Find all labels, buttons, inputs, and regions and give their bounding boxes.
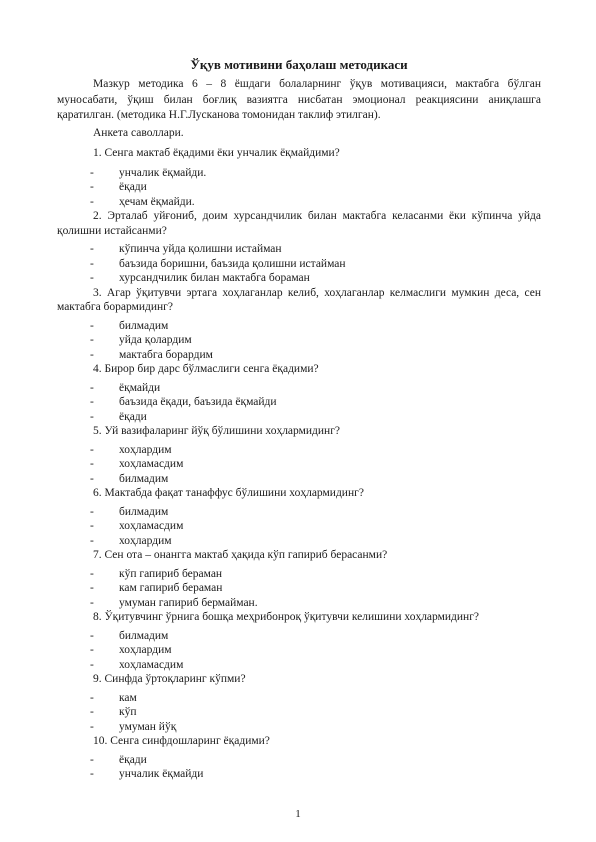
answer-option: [57, 180, 541, 195]
answer-option-text: билмадим: [119, 629, 169, 642]
answer-option: [57, 567, 541, 582]
dash-bullet: -: [90, 458, 94, 470]
answer-option: [57, 753, 541, 768]
answer-option: [57, 767, 541, 782]
dash-bullet: -: [90, 534, 94, 547]
question-block: [57, 486, 541, 548]
dash-bullet: -: [90, 166, 94, 179]
answer-options: [57, 629, 541, 673]
answer-options: [57, 443, 541, 487]
answer-options: [57, 753, 541, 782]
answer-options: [57, 319, 541, 363]
answer-option-text: билмадим: [119, 472, 169, 485]
questions-list: [57, 146, 541, 782]
answer-option-text: хоҳламасдим: [119, 658, 184, 671]
answer-option-text: кўп гапириб бераман: [119, 567, 223, 580]
answer-options: [57, 166, 541, 210]
answer-option: [57, 443, 541, 458]
dash-bullet: -: [90, 472, 94, 485]
question-text: 1. Сенга мактаб ёқадими ёки унчалик ёқмайдими?: [93, 147, 340, 159]
dash-bullet: -: [90, 582, 94, 594]
question-text: 3. Агар ўқитувчи эртага хоҳлаганлар келиб, хоҳлаганлар келмаслиги мумкин деса, сен мактабга борармидинг?: [57, 286, 541, 313]
question-text: 2. Эрталаб уйғониб, доим хурсандчилик билан мактабга келасанми ёки кўпинча уйда қолишни истайсанми?: [57, 210, 541, 237]
answer-option: [57, 381, 541, 396]
dash-bullet: -: [90, 706, 94, 718]
answer-option: [57, 720, 541, 735]
dash-bullet: -: [90, 768, 94, 780]
dash-bullet: -: [90, 381, 94, 394]
answer-option: [57, 395, 541, 410]
dash-bullet: -: [90, 243, 94, 255]
answer-option-text: ёқмайди: [119, 381, 161, 394]
answer-option: [57, 596, 541, 611]
answer-option: [57, 166, 541, 181]
question-block: [57, 424, 541, 486]
dash-bullet: -: [90, 334, 94, 346]
answer-option: [57, 271, 541, 286]
dash-bullet: -: [90, 410, 94, 423]
answer-option-text: хурсандчилик билан мактабга бораман: [119, 272, 310, 284]
question-text: 7. Сен ота – онангга мактаб ҳақида кўп гапириб берасанми?: [93, 549, 388, 561]
question-block: [57, 734, 541, 782]
answer-option: [57, 472, 541, 487]
answer-option: [57, 505, 541, 520]
dash-bullet: -: [90, 691, 94, 704]
answer-option-text: кам гапириб бераман: [119, 582, 223, 594]
answer-option-text: уйда қолардим: [119, 334, 192, 346]
answer-option: [57, 643, 541, 658]
answer-option-text: хоҳлардим: [119, 644, 172, 656]
answer-option-text: хоҳлардим: [119, 443, 172, 456]
answer-option-text: билмадим: [119, 505, 169, 518]
dash-bullet: -: [90, 720, 94, 733]
page-number: 1: [295, 808, 301, 820]
question-text: 8. Ўқитувчинг ўрнига бошқа меҳрибонроқ ўқитувчи келишини хоҳлармидинг?: [93, 611, 480, 623]
answer-option-text: ҳечам ёқмайди.: [119, 195, 195, 208]
answer-option-text: баъзида боришни, баъзида қолишни истайман: [119, 257, 346, 270]
answer-option-text: хоҳлардим: [119, 534, 172, 547]
dash-bullet: -: [90, 443, 94, 456]
answer-option: [57, 195, 541, 210]
answer-option: [57, 410, 541, 425]
answer-option-text: унчалик ёқмайди.: [119, 166, 207, 179]
dash-bullet: -: [90, 396, 94, 408]
answer-option-text: унчалик ёқмайди: [119, 768, 204, 780]
answer-options: [57, 242, 541, 286]
dash-bullet: -: [90, 257, 94, 270]
answer-option: [57, 705, 541, 720]
dash-bullet: -: [90, 181, 94, 193]
answer-option-text: баъзида ёқади, баъзида ёқмайди: [119, 396, 277, 408]
answer-option-text: ёқади: [119, 753, 147, 766]
answer-option: [57, 319, 541, 334]
answer-option-text: умуман йўқ: [119, 720, 177, 733]
dash-bullet: -: [90, 629, 94, 642]
answer-options: [57, 567, 541, 611]
answer-option-text: билмадим: [119, 319, 169, 332]
document-title: Ўқув мотивини баҳолаш методикаси: [190, 57, 408, 72]
dash-bullet: -: [90, 319, 94, 332]
answer-option: [57, 534, 541, 549]
answer-option-text: кўп: [119, 706, 137, 718]
answer-option: [57, 348, 541, 363]
answer-option: [57, 242, 541, 257]
dash-bullet: -: [90, 658, 94, 671]
answer-options: [57, 505, 541, 549]
question-block: [57, 610, 541, 672]
intro-paragraph: Мазкур методика 6 – 8 ёшдаги болаларнинг ўқув мотивацияси, мактабга бўлган муносабати, ўқиш билан боғлиқ вазиятга нисбатан эмоционал реакциясини аниқлашга қаратилган. (методика Н.Г.Лусканова томонидан таклиф этилган).: [57, 78, 541, 121]
answer-options: [57, 691, 541, 735]
answer-option-text: умуман гапириб бермайман.: [119, 596, 258, 609]
question-block: [57, 362, 541, 424]
answer-options: [57, 381, 541, 425]
answer-option: [57, 457, 541, 472]
question-block: [57, 209, 541, 286]
dash-bullet: -: [90, 753, 94, 766]
dash-bullet: -: [90, 272, 94, 284]
answer-option-text: кўпинча уйда қолишни истайман: [119, 243, 282, 255]
dash-bullet: -: [90, 348, 94, 361]
dash-bullet: -: [90, 505, 94, 518]
question-block: [57, 672, 541, 734]
dash-bullet: -: [90, 644, 94, 656]
question-text: 6. Мактабда фақат танаффус бўлишини хоҳлармидинг?: [93, 487, 364, 499]
question-text: 5. Уй вазифаларинг йўқ бўлишини хоҳлармидинг?: [93, 425, 341, 437]
question-block: [57, 548, 541, 610]
answer-option: [57, 629, 541, 644]
answer-option: [57, 658, 541, 673]
answer-option-text: хоҳламасдим: [119, 520, 184, 532]
dash-bullet: -: [90, 596, 94, 609]
question-text: 4. Бирор бир дарс бўлмаслиги сенга ёқадими?: [93, 363, 319, 375]
answer-option: [57, 691, 541, 706]
dash-bullet: -: [90, 520, 94, 532]
answer-option-text: ёқади: [119, 410, 147, 423]
question-block: [57, 286, 541, 363]
answer-option: [57, 333, 541, 348]
answer-option: [57, 581, 541, 596]
answer-option: [57, 519, 541, 534]
answer-option-text: ёқади: [119, 181, 147, 193]
answer-option-text: мактабга борардим: [119, 348, 213, 361]
answer-option-text: кам: [119, 691, 137, 704]
question-block: [57, 146, 541, 209]
dash-bullet: -: [90, 567, 94, 580]
dash-bullet: -: [90, 195, 94, 208]
question-text: 9. Синфда ўртоқларинг кўпми?: [93, 673, 246, 685]
answer-option: [57, 257, 541, 272]
question-text: 10. Сенга синфдошларинг ёқадими?: [93, 735, 270, 747]
answer-option-text: хоҳламасдим: [119, 458, 184, 470]
questionnaire-heading: Анкета саволлари.: [93, 127, 184, 139]
